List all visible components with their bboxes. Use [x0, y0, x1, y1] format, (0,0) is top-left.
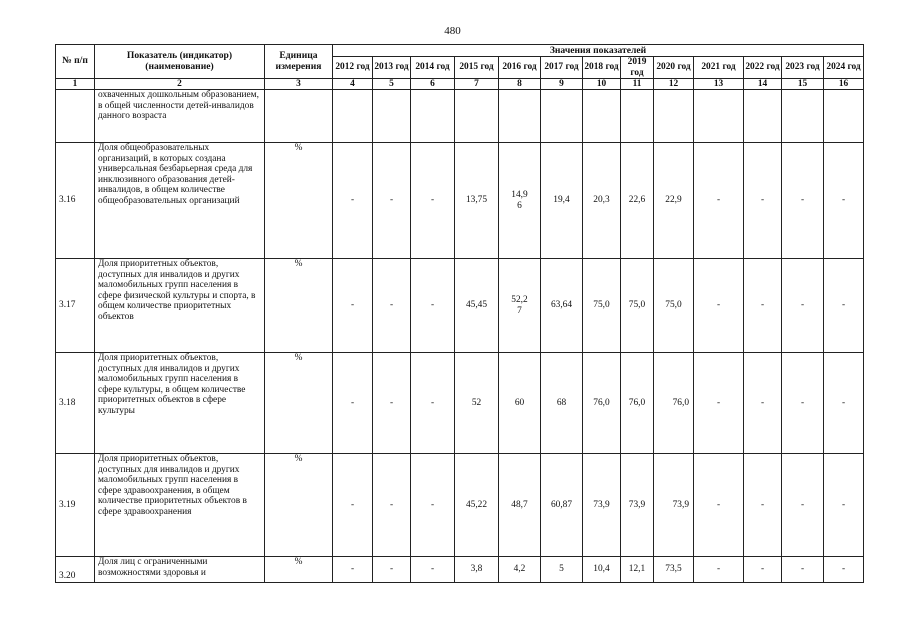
value-cell: - — [782, 557, 824, 583]
value-cell: - — [744, 353, 782, 454]
value-cell: - — [824, 557, 864, 583]
value-cell: 73,9 — [583, 454, 621, 557]
table-row — [56, 259, 864, 353]
value-cell: - — [333, 259, 373, 353]
column-index: 15 — [782, 79, 824, 90]
table-row — [56, 557, 864, 583]
indicator-name: Доля лиц с ограниченными возможностями здоровья и — [95, 557, 265, 583]
column-index: 6 — [411, 79, 455, 90]
value-cell — [411, 90, 455, 143]
value-cell: 10,4 — [583, 557, 621, 583]
value-cell: - — [744, 454, 782, 557]
value-cell: 14,9 6 — [499, 143, 541, 259]
value-cell: 3,8 — [455, 557, 499, 583]
value-cell: - — [744, 557, 782, 583]
value-cell: 60 — [499, 353, 541, 454]
value-cell — [499, 90, 541, 143]
table-row — [56, 90, 864, 143]
year-header: 2023 год — [782, 57, 824, 79]
indicator-name: Доля приоритетных объектов, доступных для инвалидов и других маломобильных групп населения в сфере культуры, в общем количестве приоритетных объектов в сфере культуры — [95, 353, 265, 454]
value-cell: 19,4 — [541, 143, 583, 259]
value-cell: 48,7 — [499, 454, 541, 557]
column-index: 1 — [56, 79, 95, 90]
value-cell: - — [411, 259, 455, 353]
value-cell: 76,0 — [583, 353, 621, 454]
value-cell: - — [782, 353, 824, 454]
indicator-name: Доля общеобразовательных организаций, в которых создана универсальная безбарьерная среда для инклюзивного образования детей-инвалидов, в общем количестве общеобразовательных организаций — [95, 143, 265, 259]
value-cell: - — [694, 143, 744, 259]
row-number — [56, 90, 95, 143]
value-cell: 20,3 — [583, 143, 621, 259]
value-cell: - — [333, 454, 373, 557]
year-header: 2016 год — [499, 57, 541, 79]
value-cell — [654, 90, 694, 143]
value-cell: - — [782, 259, 824, 353]
value-cell: - — [333, 557, 373, 583]
value-cell — [694, 90, 744, 143]
year-header: 2012 год — [333, 57, 373, 79]
value-cell: 75,0 — [654, 259, 694, 353]
year-header: 2020 год — [654, 57, 694, 79]
value-cell: 68 — [541, 353, 583, 454]
header-unit: Единица измерения — [265, 45, 333, 79]
value-cell: - — [373, 557, 411, 583]
value-cell: - — [373, 454, 411, 557]
value-cell — [583, 90, 621, 143]
unit-cell: % — [265, 454, 333, 557]
value-cell: 52 — [455, 353, 499, 454]
row-number: 3.19 — [56, 454, 95, 557]
year-header: 2015 год — [455, 57, 499, 79]
value-cell: - — [782, 143, 824, 259]
value-cell: 22,6 — [621, 143, 654, 259]
table-row — [56, 143, 864, 259]
unit-cell: % — [265, 143, 333, 259]
value-cell: - — [824, 353, 864, 454]
value-cell: - — [411, 353, 455, 454]
value-cell: 5 — [541, 557, 583, 583]
value-cell: 73,9 — [654, 454, 694, 557]
value-cell: 63,64 — [541, 259, 583, 353]
year-header: 2022 год — [744, 57, 782, 79]
column-index: 11 — [621, 79, 654, 90]
header-values: Значения показателей — [333, 45, 864, 57]
value-cell: - — [694, 454, 744, 557]
row-number: 3.16 — [56, 143, 95, 259]
value-cell: 76,0 — [621, 353, 654, 454]
value-cell: - — [333, 143, 373, 259]
value-cell — [621, 90, 654, 143]
value-cell: - — [411, 557, 455, 583]
value-cell — [744, 90, 782, 143]
row-number: 3.20 — [56, 557, 95, 583]
value-cell: - — [411, 454, 455, 557]
value-cell: - — [373, 259, 411, 353]
unit-cell: % — [265, 557, 333, 583]
column-index: 16 — [824, 79, 864, 90]
indicator-name: Доля приоритетных объектов, доступных для инвалидов и других маломобильных групп населения в сфере здравоохранения, в общем количестве приоритетных объектов в сфере здравоохранения — [95, 454, 265, 557]
value-cell: 12,1 — [621, 557, 654, 583]
year-header: 2017 год — [541, 57, 583, 79]
year-header: 2013 год — [373, 57, 411, 79]
value-cell: 45,22 — [455, 454, 499, 557]
value-cell: - — [824, 143, 864, 259]
row-number: 3.18 — [56, 353, 95, 454]
value-cell — [541, 90, 583, 143]
indicators-table — [55, 44, 864, 583]
column-index: 14 — [744, 79, 782, 90]
value-cell: 73,9 — [621, 454, 654, 557]
value-cell: - — [782, 454, 824, 557]
value-cell — [455, 90, 499, 143]
value-cell: - — [744, 259, 782, 353]
table-row — [56, 353, 864, 454]
value-cell: - — [824, 454, 864, 557]
column-index: 3 — [265, 79, 333, 90]
value-cell: - — [744, 143, 782, 259]
value-cell: 4,2 — [499, 557, 541, 583]
value-cell — [824, 90, 864, 143]
value-cell: 60,87 — [541, 454, 583, 557]
column-index: 8 — [499, 79, 541, 90]
value-cell: 75,0 — [583, 259, 621, 353]
column-index: 10 — [583, 79, 621, 90]
value-cell: - — [824, 259, 864, 353]
column-index: 5 — [373, 79, 411, 90]
value-cell: - — [694, 353, 744, 454]
value-cell: - — [373, 143, 411, 259]
value-cell: 22,9 — [654, 143, 694, 259]
value-cell: 52,2 7 — [499, 259, 541, 353]
indicator-name: Доля приоритетных объектов, доступных для инвалидов и других маломобильных групп населения в сфере физической культуры и спорта, в общем количестве приоритетных объектов — [95, 259, 265, 353]
indicator-name: охваченных дошкольным образованием, в общей численности детей-инвалидов данного возраста — [95, 90, 265, 143]
value-cell: 45,45 — [455, 259, 499, 353]
column-index: 4 — [333, 79, 373, 90]
page-number: 480 — [444, 25, 461, 37]
value-cell — [782, 90, 824, 143]
year-header: 2014 год — [411, 57, 455, 79]
value-cell: - — [373, 353, 411, 454]
value-cell — [373, 90, 411, 143]
year-header: 2024 год — [824, 57, 864, 79]
row-number: 3.17 — [56, 259, 95, 353]
column-index: 12 — [654, 79, 694, 90]
table-row — [56, 454, 864, 557]
column-index: 2 — [95, 79, 265, 90]
header-num: № п/п — [56, 45, 95, 79]
column-index: 13 — [694, 79, 744, 90]
value-cell: - — [411, 143, 455, 259]
unit-cell: % — [265, 259, 333, 353]
unit-cell — [265, 90, 333, 143]
value-cell: 13,75 — [455, 143, 499, 259]
value-cell: 76,0 — [654, 353, 694, 454]
value-cell: - — [333, 353, 373, 454]
column-index: 7 — [455, 79, 499, 90]
value-cell: 73,5 — [654, 557, 694, 583]
year-header: 2021 год — [694, 57, 744, 79]
value-cell — [333, 90, 373, 143]
column-index: 9 — [541, 79, 583, 90]
value-cell: - — [694, 259, 744, 353]
year-header: 2018 год — [583, 57, 621, 79]
year-header: 2019 год — [621, 57, 654, 79]
header-name: Показатель (индикатор) (наименование) — [95, 45, 265, 79]
value-cell: - — [694, 557, 744, 583]
unit-cell: % — [265, 353, 333, 454]
value-cell: 75,0 — [621, 259, 654, 353]
